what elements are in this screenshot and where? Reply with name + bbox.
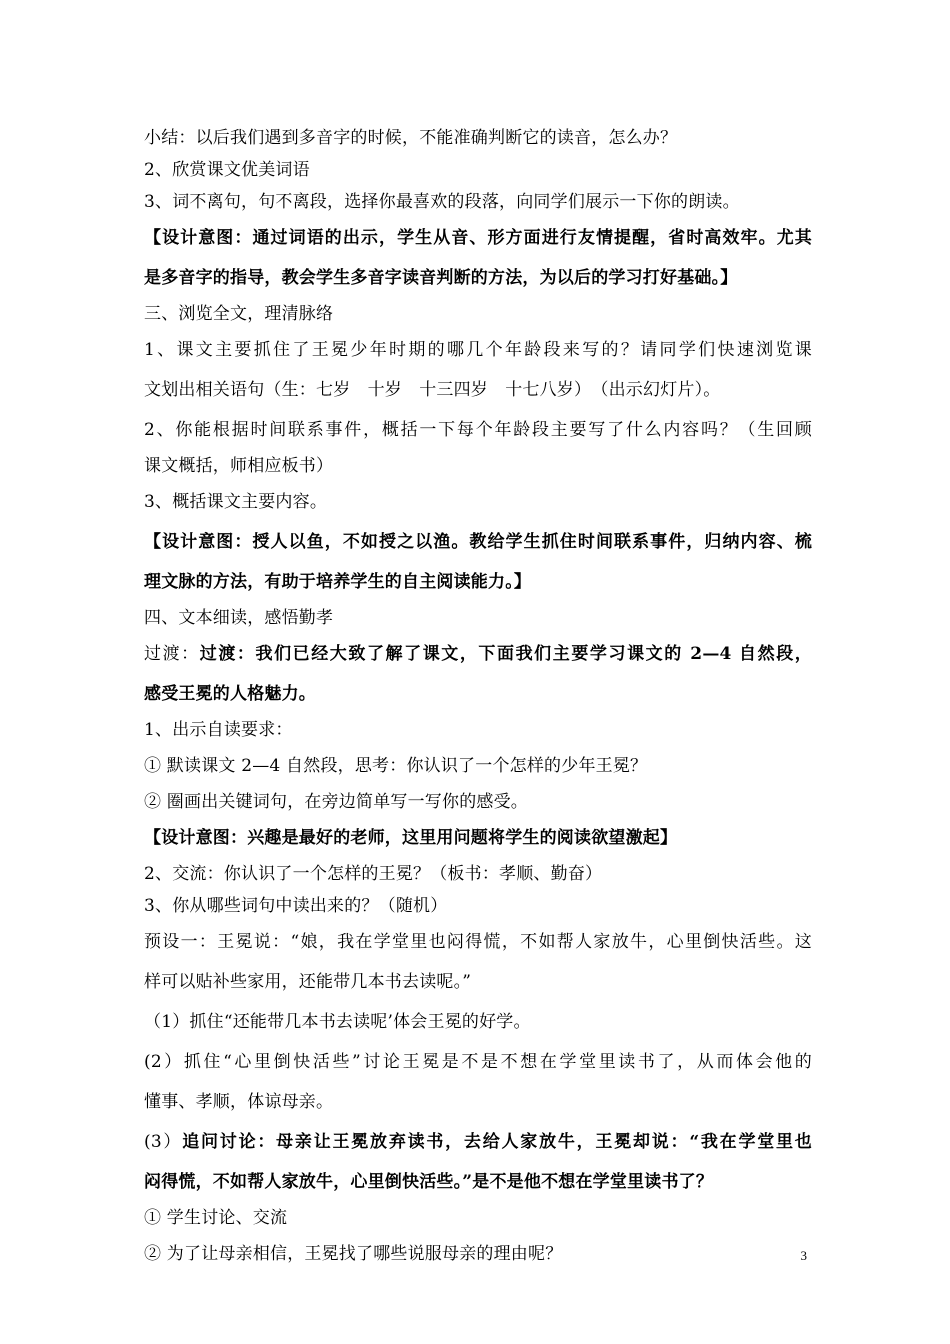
section-3-item-3: 3、概括课文主要内容。 — [144, 492, 328, 512]
requirement-2: ② 圈画出关键词句，在旁边简单写一写你的感受。 — [144, 792, 529, 812]
summary-line: 小结：以后我们遇到多音字的时候，不能准确判断它的读音，怎么办？ — [144, 128, 678, 148]
transition-line-1 — [144, 634, 812, 674]
section-3-item-1-line-2: 文划出相关语句（生：七岁 十岁 十三四岁 十七八岁） （出示幻灯片）。 — [144, 380, 721, 400]
point-2-line-2: 懂事、孝顺，体谅母亲。 — [144, 1092, 334, 1112]
page-body — [144, 122, 812, 1274]
preset-1-line-2: 样可以贴补些家用，还能带几本书去读呢。” — [144, 972, 472, 992]
preset-1-line-1: 预设一：王冕说：“娘，我在学堂里也闷得慌，不如帮人家放牛，心里倒快活些。这 — [144, 932, 812, 952]
transition-label: 过渡： — [144, 644, 200, 664]
discussion-step-2: ② 为了让母亲相信，王冕找了哪些说服母亲的理由呢？ — [144, 1244, 563, 1264]
section-4-heading: 四、文本细读，感悟勤孝 — [144, 608, 334, 628]
section-3-item-1-line-1: 1、课文主要抓住了王冕少年时期的哪几个年龄段来写的？请同学们快速浏览课 — [144, 340, 812, 360]
design-intent-1-line-1: 【设计意图：通过词语的出示，学生从音、形方面进行友情提醒，省时高效牢。尤其 — [144, 228, 812, 248]
which-words-question: 3、你从哪些词句中读出来的？（随机） — [144, 896, 448, 916]
section-3-item-2-line-1: 2、你能根据时间联系事件，概括一下每个年龄段主要写了什么内容吗？（生回顾 — [144, 420, 812, 440]
requirement-1: ① 默读课文 2—4 自然段，思考：你认识了一个怎样的少年王冕？ — [144, 756, 648, 776]
point-2-line-1: (2）抓住“心里倒快活些”讨论王冕是不是不想在学堂里读书了，从而体会他的 — [144, 1052, 812, 1072]
point-3-line-2: 闷得慌，不如帮人家放牛，心里倒快活些。”是不是他不想在学堂里读书了？ — [144, 1172, 714, 1192]
discussion-step-1: ① 学生讨论、交流 — [144, 1208, 288, 1228]
design-intent-2-line-2: 理文脉的方法，有助于培养学生的自主阅读能力。】 — [144, 572, 532, 592]
step-3-read-aloud: 3、词不离句，句不离段，选择你最喜欢的段落，向同学们展示一下你的朗读。 — [144, 192, 740, 212]
transition-line-2: 感受王冕的人格魅力。 — [144, 684, 316, 704]
page-number: 3 — [800, 1248, 807, 1263]
transition-text: 过渡：我们已经大致了解了课文，下面我们主要学习课文的 2—4 自然段， — [199, 644, 812, 664]
point-3-line-1 — [144, 1122, 812, 1162]
reading-requirements-heading: 1、出示自读要求： — [144, 720, 293, 740]
point-1: （1）抓住“还能带几本书去读呢’体会王冕的好学。 — [144, 1012, 531, 1032]
step-2-appreciate-words: 2、欣赏课文优美词语 — [144, 160, 310, 180]
exchange-question: 2、交流：你认识了一个怎样的王冕？（板书：孝顺、勤奋） — [144, 864, 603, 884]
point-3-text: 追问讨论：母亲让王冕放弃读书，去给人家放牛，王冕却说：“我在学堂里也 — [182, 1132, 812, 1152]
design-intent-3: 【设计意图：兴趣是最好的老师，这里用问题将学生的阅读欲望激起】 — [144, 828, 678, 848]
design-intent-2-line-1: 【设计意图：授人以鱼，不如授之以渔。教给学生抓住时间联系事件，归纳内容、梳 — [144, 532, 812, 552]
point-3-number: (3） — [144, 1132, 183, 1152]
section-3-heading: 三、浏览全文，理清脉络 — [144, 304, 334, 324]
section-3-item-2-line-2: 课文概括，师相应板书） — [144, 456, 334, 476]
design-intent-1-line-2: 是多音字的指导，教会学生多音字读音判断的方法，为以后的学习打好基础。】 — [144, 268, 738, 288]
